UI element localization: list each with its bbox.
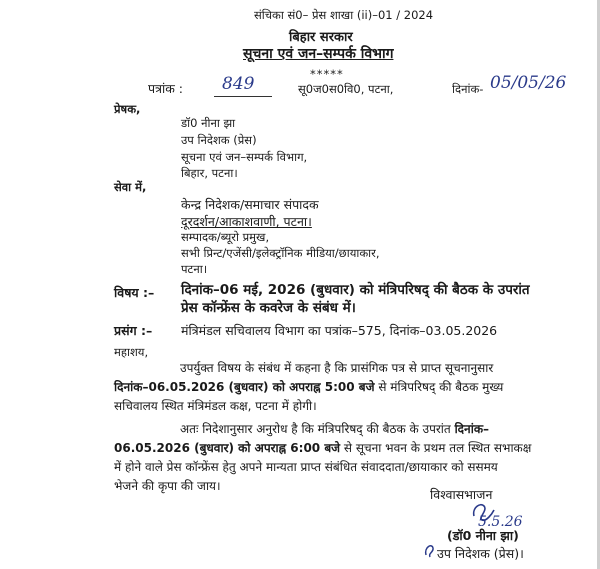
patrank-number: 849 <box>222 74 255 94</box>
sender-designation: उप निदेशक (प्रेस) <box>181 133 257 147</box>
initial-mark-icon <box>423 541 437 559</box>
closing-regards: विश्वासभाजन <box>430 487 493 502</box>
paragraph-1-line-3: सचिवालय स्थित मंत्रिमंडल कक्ष, पटना में होगी। <box>114 399 317 413</box>
salutation: महाशय, <box>114 345 149 359</box>
reference-text: मंत्रिमंडल सचिवालय विभाग का पत्रांक–575, दिनांक–03.05.2026 <box>181 323 498 338</box>
paragraph-2-line-1: अतः निदेशानुसार अनुरोध है कि मंत्रिपरिषद् की बैठक के उपरांत दिनांक– <box>180 422 490 436</box>
initial-mark <box>423 541 437 563</box>
subject-label: विषय :– <box>114 285 155 300</box>
meeting-datetime: दिनांक–06.05.2026 (बुधवार) को अपराह्न 5:00 बजे <box>114 380 375 394</box>
letter-date: 05/05/26 <box>490 73 567 93</box>
recipient-line-3: सम्पादक/ब्यूरो प्रमुख, <box>181 230 270 244</box>
sender-label: प्रेषक, <box>114 102 141 116</box>
press-conference-datetime: 06.05.2026 (बुधवार) को अपराह्न 6:00 बजे <box>114 441 341 455</box>
paragraph-2 <box>114 420 568 496</box>
recipient-line-1: केन्द्र निदेशक/समाचार संपादक <box>181 197 319 212</box>
paragraph-2-line-4: भेजने की कृपा की जाय। <box>114 479 221 493</box>
sender-location: बिहार, पटना। <box>181 166 238 180</box>
recipient-line-2: दूरदर्शन/आकाशवाणी, पटना। <box>181 214 312 229</box>
subject-line-1: दिनांक–06 मई, 2026 (बुधवार) को मंत्रिपरिषद् की बैठक के उपरांत <box>181 282 530 298</box>
subject-line-2: प्रेस कॉन्फ्रेंस के कवरेज के संबंध में। <box>181 300 356 316</box>
file-reference: संचिका सं0– प्रेस शाखा (ii)–01 / 2024 <box>254 8 434 22</box>
signature-date: 5.5.26 <box>478 514 523 530</box>
reference-label: प्रसंग :– <box>114 323 153 338</box>
paragraph-2-line-2: 06.05.2026 (बुधवार) को अपराह्न 6:00 बजे से सूचना भवन के प्रथम तल स्थित सभाकक्ष <box>114 441 532 455</box>
recipient-line-4: सभी प्रिन्ट/एजेंसी/इलेक्ट्रॉनिक मीडिया/छायाकार, <box>181 246 380 260</box>
government-name: बिहार सरकार <box>289 30 353 45</box>
paragraph-1-line-1: उपर्युक्त विषय के संबंध में कहना है कि प्रासंगिक पत्र से प्राप्त सूचनानुसार <box>180 361 494 375</box>
sender-department: सूचना एवं जन–सम्पर्क विभाग, <box>181 150 308 164</box>
recipient-line-5: पटना। <box>181 262 208 276</box>
paragraph-1 <box>114 359 568 416</box>
patrank-label: पत्रांक : <box>148 81 184 96</box>
signatory-designation: उप निदेशक (प्रेस)। <box>437 546 524 561</box>
header-stars: ***** <box>310 67 344 81</box>
date-label: दिनांक- <box>452 82 484 96</box>
department-name: सूचना एवं जन–सम्पर्क विभाग <box>243 46 394 62</box>
signatory-name: (डॉ0 नीना झा) <box>447 528 519 543</box>
patrank-underline <box>214 96 272 97</box>
issuing-office: सू0ज0स0वि0, पटना, <box>298 82 394 96</box>
sender-name: डॉ0 नीना झा <box>181 116 236 130</box>
paragraph-2-line-3: में होने वाले प्रेस कॉन्फ्रेंस हेतु अपने मान्यता प्राप्त संबंधित संवाददाता/छायाकार को ससमय <box>114 460 498 474</box>
paragraph-1-line-2: दिनांक–06.05.2026 (बुधवार) को अपराह्न 5:00 बजे से मंत्रिपरिषद् की बैठक मुख्य <box>114 380 504 394</box>
recipient-label: सेवा में, <box>114 180 147 194</box>
